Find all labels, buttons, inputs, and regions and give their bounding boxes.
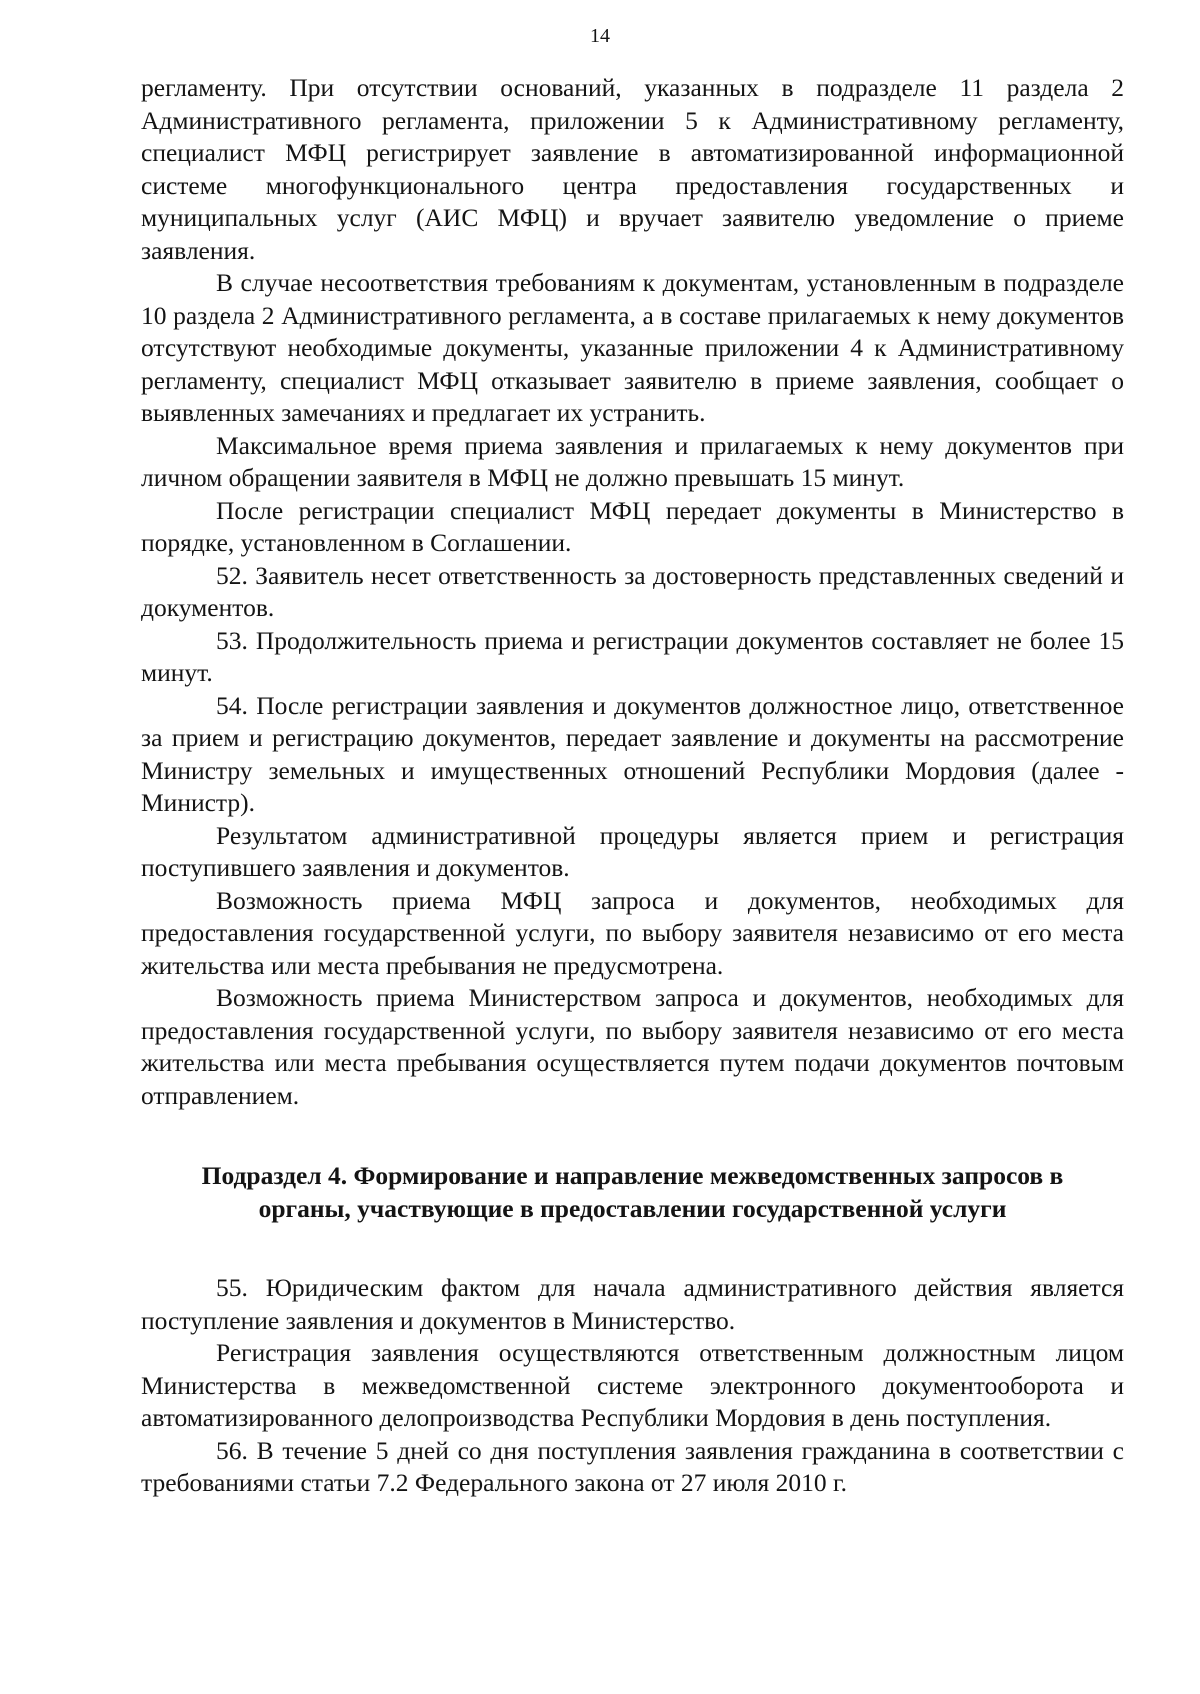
paragraph: 55. Юридическим фактом для начала административного действия является поступление заявления и документов в Министерство. [141, 1273, 1124, 1335]
paragraph-group-top [141, 72, 1124, 1112]
section-heading-line: органы, участвующие в предоставлении государственной услуги [258, 1194, 1007, 1223]
section-heading [141, 1159, 1124, 1225]
paragraph: 53. Продолжительность приема и регистрации документов составляет не более 15 минут. [141, 625, 1124, 687]
paragraph-group-bottom [141, 1272, 1124, 1500]
paragraph: Возможность приема Министерством запроса и документов, необходимых для предоставления государственной услуги, по выбору заявителя независимо от его места жительства или места пребывания осуществляется путем подачи документов почтовым отправлением. [141, 983, 1124, 1110]
paragraph: 54. После регистрации заявления и документов должностное лицо, ответственное за прием и регистрацию документов, передает заявление и документы на рассмотрение Министру земельных и имущественных отношений Республики Мордовия (далее - Министр). [141, 690, 1124, 817]
paragraph: Возможность приема МФЦ запроса и документов, необходимых для предоставления государственной услуги, по выбору заявителя независимо от его места жительства или места пребывания не предусмотрена. [141, 885, 1124, 980]
paragraph: 52. Заявитель несет ответственность за достоверность представленных сведений и документов. [141, 560, 1124, 622]
paragraph: Регистрация заявления осуществляются ответственным должностным лицом Министерства в межведомственной системе электронного документооборота и автоматизированного делопроизводства Республики Мордовия в день поступления. [141, 1338, 1124, 1432]
section-heading-line: Подраздел 4. Формирование и направление межведомственных запросов в [201, 1161, 1064, 1190]
paragraph: Результатом административной процедуры является прием и регистрация поступившего заявления и документов. [141, 820, 1124, 882]
paragraph: В случае несоответствия требованиям к документам, установленным в подразделе 10 раздела 2 Административного регламента, а в составе прилагаемых к нему документов отсутствуют необходимые документы, указанные приложении 4 к Административному регламенту, специалист МФЦ отказывает заявителю в приеме заявления, сообщает о выявленных замечаниях и предлагает их устранить. [141, 268, 1124, 427]
paragraph: 56. В течение 5 дней со дня поступления заявления гражданина в соответствии с требованиями статьи 7.2 Федерального закона от 27 июля 2010 г. [141, 1435, 1124, 1497]
document-body [141, 72, 1124, 1500]
paragraph: Максимальное время приема заявления и прилагаемых к нему документов при личном обращении заявителя в МФЦ не должно превышать 15 минут. [141, 430, 1124, 492]
paragraph: После регистрации специалист МФЦ передает документы в Министерство в порядке, установленном в Соглашении. [141, 495, 1124, 557]
page-number: 14 [590, 25, 610, 47]
paragraph: регламенту. При отсутствии оснований, указанных в подразделе 11 раздела 2 Административного регламента, приложении 5 к Административному регламенту, специалист МФЦ регистрирует заявление в автоматизированной информационной системе многофункционального центра предоставления государственных и муниципальных услуг (АИС МФЦ) и вручает заявителю уведомление о приеме заявления. [141, 73, 1124, 265]
